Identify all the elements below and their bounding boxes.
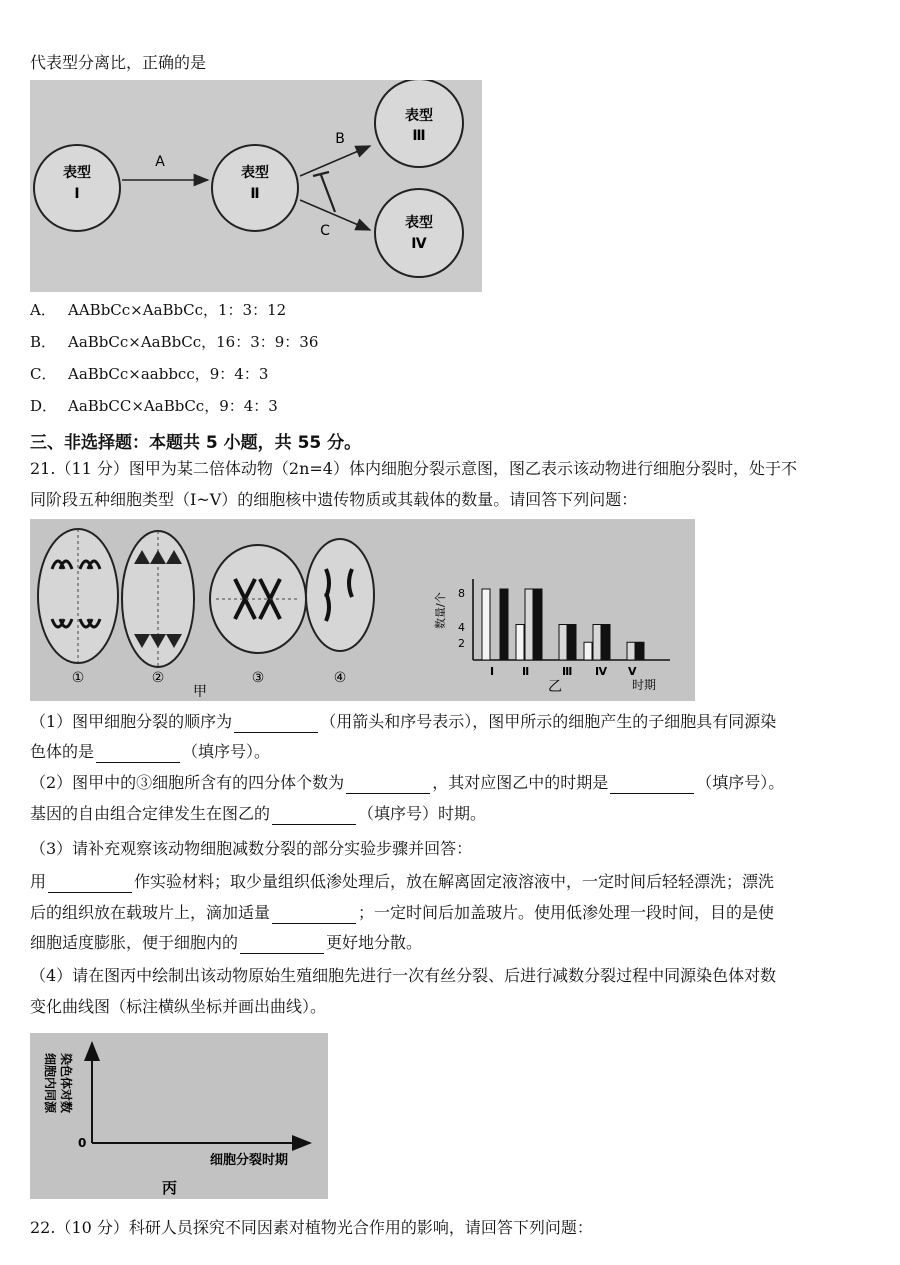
answer-blank-4[interactable]	[610, 777, 694, 794]
q21-p3-line-1: （3）请补充观察该动物细胞减数分裂的部分实验步骤并回答：	[30, 839, 473, 858]
bar-2-series-1	[516, 625, 524, 661]
yi-cat-4: Ⅳ	[595, 665, 608, 678]
option-a-label: A．	[30, 301, 56, 319]
yi-cat-5: Ⅴ	[628, 665, 637, 678]
circle-1-top-label: 表型	[63, 165, 91, 181]
circle-3-bottom-label: Ⅲ	[412, 128, 426, 144]
bar-3-series-3	[568, 625, 576, 661]
q21-p3-text-f: 细胞适度膨胀，便于细胞内的	[30, 933, 239, 952]
yi-cat-2: Ⅱ	[522, 665, 530, 678]
q21-p1-text-b: （用箭头和序号表示），图甲所示的细胞产生的子细胞具有同源染	[320, 712, 777, 731]
answer-blank-8[interactable]	[240, 937, 324, 954]
q21-stem-line-2: 同阶段五种细胞类型（Ⅰ~Ⅴ）的细胞核中遗传物质或其载体的数量。请回答下列问题：	[30, 490, 638, 509]
q21-p3-text-g: 更好地分散。	[326, 933, 423, 952]
answer-blank-2[interactable]	[96, 746, 180, 763]
q21-p3-line-2	[30, 871, 774, 893]
cell-label-4: ④	[333, 670, 347, 686]
q21-p3-line-4	[30, 932, 422, 954]
option-c-label: C．	[30, 365, 57, 383]
q21-p2-line-1	[30, 772, 784, 794]
option-b	[30, 332, 318, 352]
option-b-text: AaBbCc×AaBbCc，16：3：9：36	[68, 333, 319, 351]
answer-blank-6[interactable]	[48, 876, 132, 893]
circle-3-top-label: 表型	[405, 108, 433, 124]
circle-1-bottom-label: Ⅰ	[74, 186, 80, 202]
bar-5-series-3	[636, 642, 644, 660]
circle-2-top-label: 表型	[241, 165, 269, 181]
yi-xlabel: 时期	[632, 678, 657, 692]
circle-2-bottom-label: Ⅱ	[250, 186, 260, 202]
q21-p1-line-2	[30, 741, 270, 763]
q21-p4-line-2: 变化曲线图（标注横纵坐标并画出曲线）。	[30, 997, 327, 1016]
answer-blank-3[interactable]	[346, 777, 430, 794]
option-c-text: AaBbCc×aabbcc，9：4：3	[68, 365, 269, 383]
bar-5-series-2	[627, 642, 635, 660]
section-title: 三、非选择题：本题共 5 小题，共 55 分。	[30, 433, 362, 453]
option-a	[30, 300, 286, 320]
bar-3-series-2	[559, 625, 567, 661]
q21-p1-line-1	[30, 711, 776, 733]
yi-tick-8: 8	[458, 587, 465, 600]
arrow-c-label: C	[320, 223, 330, 239]
answer-blank-5[interactable]	[272, 808, 356, 825]
q21-p2-text-d: 基因的自由组合定律发生在图乙的	[30, 804, 271, 823]
cell-1-drawing	[38, 529, 118, 663]
arrow-a-label: A	[155, 154, 165, 170]
bar-2-series-3	[534, 589, 542, 660]
bing-ylabel-1: 细胞内同源	[43, 1053, 57, 1114]
cell-3-drawing	[210, 545, 306, 653]
option-d-label: D．	[30, 397, 58, 415]
yi-cat-1: Ⅰ	[490, 665, 495, 678]
q21-p2-text-e: （填序号）时期。	[358, 804, 487, 823]
q21-p4-line-1: （4）请在图丙中绘制出该动物原始生殖细胞先进行一次有丝分裂、后进行减数分裂过程中同源染色体对数	[30, 966, 777, 985]
option-a-text: AABbCc×AaBbCc，1：3：12	[68, 301, 287, 319]
bar-4-series-2	[593, 625, 601, 661]
q21-p3-text-e: ；一定时间后加盖玻片。使用低渗处理一段时间，目的是使	[358, 903, 775, 922]
yi-cat-3: Ⅲ	[562, 665, 573, 678]
yi-tick-4: 4	[458, 621, 465, 634]
cell-division-figure	[30, 519, 695, 701]
q21-p2-line-2	[30, 803, 486, 825]
bing-origin: 0	[78, 1136, 87, 1150]
drawing-axes-figure	[30, 1033, 328, 1199]
cell-label-1: ①	[71, 670, 85, 686]
bar-4-series-1	[584, 642, 592, 660]
arrow-b-label: B	[335, 131, 345, 147]
fig-bing-label: 丙	[162, 1179, 178, 1197]
circle-4-bottom-label: Ⅳ	[411, 236, 427, 252]
circle-4-top-label: 表型	[405, 215, 433, 231]
q21-p1-text-c: 色体的是	[30, 742, 95, 761]
answer-blank-1[interactable]	[234, 716, 318, 733]
q21-p3-text-b: 用	[30, 872, 47, 891]
bing-ylabel-2: 染色体对数	[59, 1053, 73, 1114]
option-d	[30, 396, 278, 416]
yi-ylabel: 数量/个	[434, 592, 447, 629]
q21-p2-text-b: ，其对应图乙中的时期是	[432, 773, 609, 792]
cell-label-3: ③	[251, 670, 265, 686]
cell-4-drawing	[306, 539, 374, 651]
q21-p3-text-d: 后的组织放在载玻片上，滴加适量	[30, 903, 271, 922]
bing-xlabel: 细胞分裂时期	[210, 1153, 289, 1168]
q21-p3-line-3	[30, 902, 774, 924]
intro-line: 代表型分离比，正确的是	[30, 53, 207, 72]
q21-p1-text-d: （填序号）。	[182, 742, 271, 761]
q21-stem-line-1: 21.（11 分）图甲为某二倍体动物（2n=4）体内细胞分裂示意图，图乙表示该动物进行细胞分裂时，处于不	[30, 459, 797, 478]
bar-4-series-3	[602, 625, 610, 661]
bar-1-series-1	[482, 589, 490, 660]
option-b-label: B．	[30, 333, 57, 351]
option-d-text: AaBbCC×AaBbCc，9：4：3	[68, 397, 278, 415]
q21-p1-text-a: （1）图甲细胞分裂的顺序为	[30, 712, 233, 731]
q21-p2-text-a: （2）图甲中的③细胞所含有的四分体个数为	[30, 773, 345, 792]
cell-2-drawing	[122, 531, 194, 667]
q21-p3-text-c: 作实验材料；取少量组织低渗处理后，放在解离固定液溶液中，一定时间后轻轻漂洗；漂洗	[134, 872, 775, 891]
circle-phenotype-4	[375, 189, 463, 277]
fig-jia-label: 甲	[193, 684, 207, 700]
yi-tick-2: 2	[458, 637, 465, 650]
answer-blank-7[interactable]	[272, 907, 356, 924]
bar-2-series-2	[525, 589, 533, 660]
cell-label-2: ②	[151, 670, 165, 686]
q22-stem: 22.（10 分）科研人员探究不同因素对植物光合作用的影响，请回答下列问题：	[30, 1218, 593, 1237]
bar-1-series-3	[500, 589, 508, 660]
q21-p2-text-c: （填序号）。	[696, 773, 785, 792]
option-c	[30, 364, 268, 384]
fig-yi-label: 乙	[548, 679, 562, 695]
phenotype-pathway-figure	[30, 80, 482, 292]
